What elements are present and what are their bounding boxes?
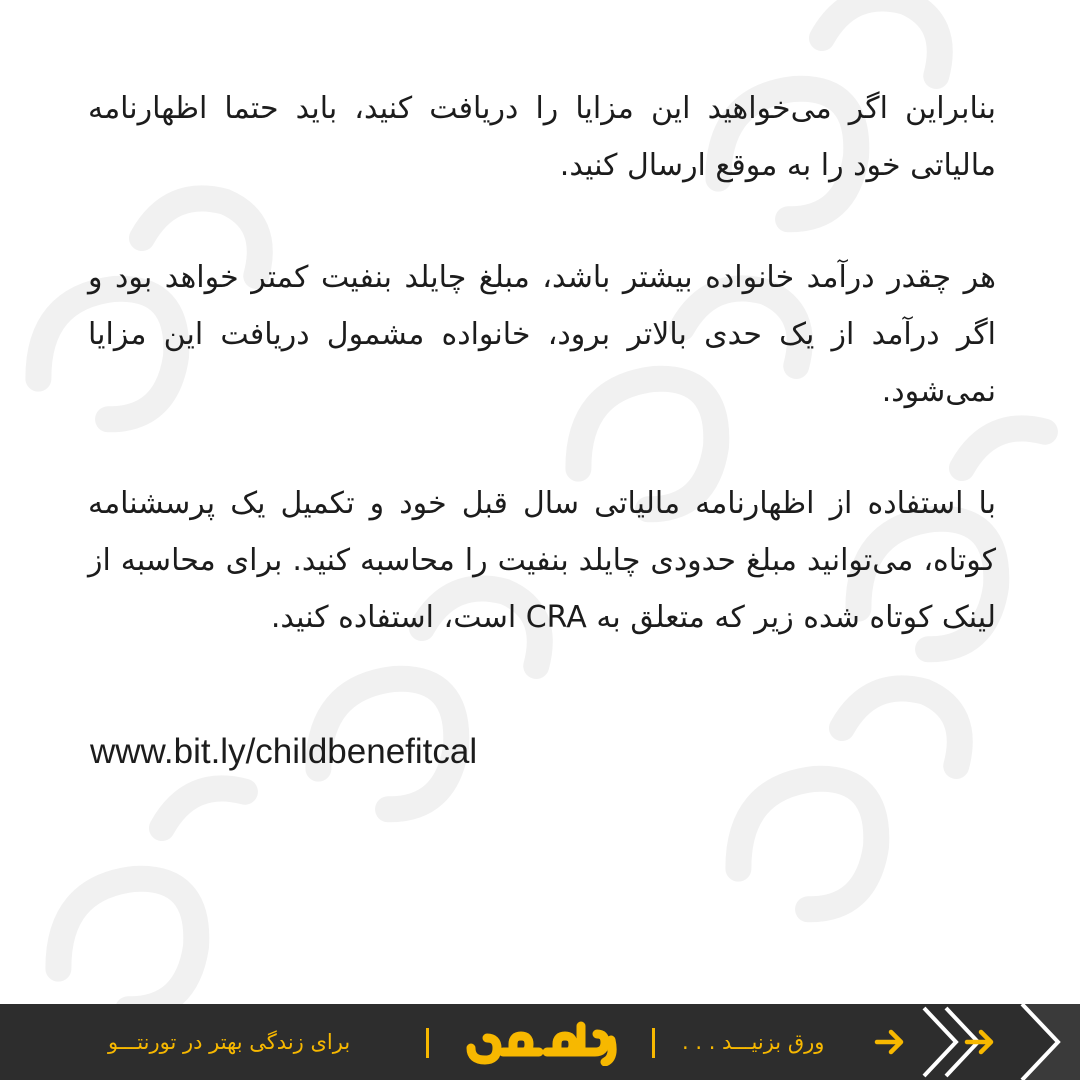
footer-divider xyxy=(426,1028,429,1058)
article-body xyxy=(88,80,996,701)
footer-bar xyxy=(0,1004,1080,1080)
calculator-link[interactable]: www.bit.ly/childbenefitcal xyxy=(90,732,478,771)
brand-logo xyxy=(463,1018,623,1066)
arrow-right-icon[interactable] xyxy=(874,1027,906,1057)
next-page-label[interactable]: ورق بزنیـــد . . . xyxy=(682,1030,825,1054)
arrow-right-icon[interactable] xyxy=(964,1027,996,1057)
footer-tagline: برای زندگی بهتر در تورنتـــو xyxy=(108,1030,351,1054)
paragraph-1: بنابراین اگر می‌خواهید این مزایا را دریافت کنید، باید حتما اظهارنامه مالیاتی خود را به موقع ارسال کنید. xyxy=(88,91,996,183)
paragraph-2: هر چقدر درآمد خانواده بیشتر باشد، مبلغ چایلد بنفیت کمتر خواهد بود و اگر درآمد از یک حدی بالاتر برود، خانواده مشمول دریافت این مزایا نمی‌شود. xyxy=(88,260,996,409)
footer-divider xyxy=(652,1028,655,1058)
paragraph-3: با استفاده از اظهارنامه مالیاتی سال قبل خود و تکمیل یک پرسشنامه کوتاه، می‌توانید مبلغ حدودی چایلد بنفیت را محاسبه کنید. برای محاسبه از لینک کوتاه شده زیر که متعلق به CRA است، استفاده کنید. xyxy=(88,486,996,635)
